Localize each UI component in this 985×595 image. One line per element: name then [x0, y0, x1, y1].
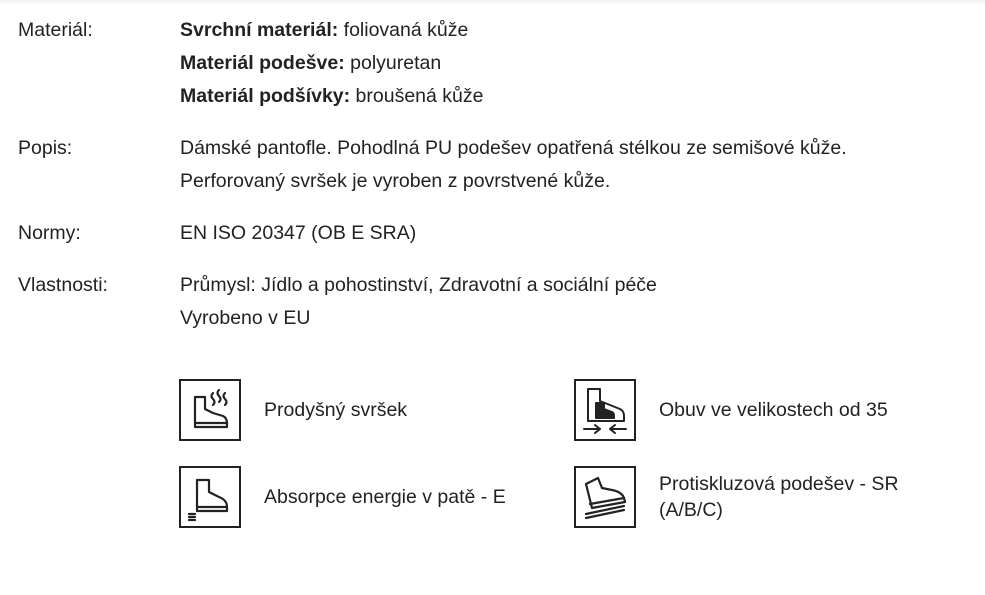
breathable-upper-icon	[179, 379, 241, 441]
spec-line	[180, 80, 968, 113]
spec-line-value: polyuretan	[344, 52, 442, 74]
spec-values	[180, 217, 968, 250]
feature-item	[574, 466, 939, 528]
top-divider	[0, 0, 985, 6]
spec-line: Vyrobeno v EU	[180, 307, 311, 329]
spec-line-key: Materiál podešve:	[180, 52, 345, 74]
anti-slip-sole-icon	[574, 466, 636, 528]
feature-item	[574, 379, 939, 441]
spec-table	[18, 14, 968, 354]
spec-values	[180, 132, 968, 198]
spec-line	[180, 47, 968, 80]
spec-line-key: Svrchní materiál:	[180, 19, 339, 41]
spec-line	[180, 14, 968, 47]
feature-label: Obuv ve velikostech od 35	[659, 399, 888, 421]
spec-label: Normy:	[18, 222, 81, 244]
spec-line-value: broušená kůže	[350, 85, 484, 107]
size-range-icon	[574, 379, 636, 441]
spec-row-description	[18, 132, 968, 198]
spec-values	[180, 14, 968, 113]
spec-line-key: Materiál podšívky:	[180, 85, 351, 107]
spec-label: Vlastnosti:	[18, 274, 108, 296]
spec-line: Perforovaný svršek je vyroben z povrstvené kůže.	[180, 170, 611, 192]
spec-line: Průmysl: Jídlo a pohostinství, Zdravotní a sociální péče	[180, 274, 657, 296]
spec-label: Materiál:	[18, 19, 93, 41]
spec-line: Dámské pantofle. Pohodlná PU podešev opatřená stélkou ze semišové kůže.	[180, 137, 847, 159]
spec-label: Popis:	[18, 137, 73, 159]
spec-values	[180, 269, 968, 335]
spec-line-value: foliovaná kůže	[338, 19, 469, 41]
spec-row-material	[18, 14, 968, 113]
feature-item	[179, 379, 544, 441]
spec-row-standards	[18, 217, 968, 250]
spec-row-properties	[18, 269, 968, 335]
spec-line: EN ISO 20347 (OB E SRA)	[180, 222, 417, 244]
feature-label: Prodyšný svršek	[264, 399, 408, 421]
feature-label: Absorpce energie v patě - E	[264, 486, 506, 508]
feature-label: Protiskluzová podešev - SR (A/B/C)	[659, 473, 899, 521]
feature-item	[179, 466, 544, 528]
heel-energy-absorption-icon	[179, 466, 241, 528]
